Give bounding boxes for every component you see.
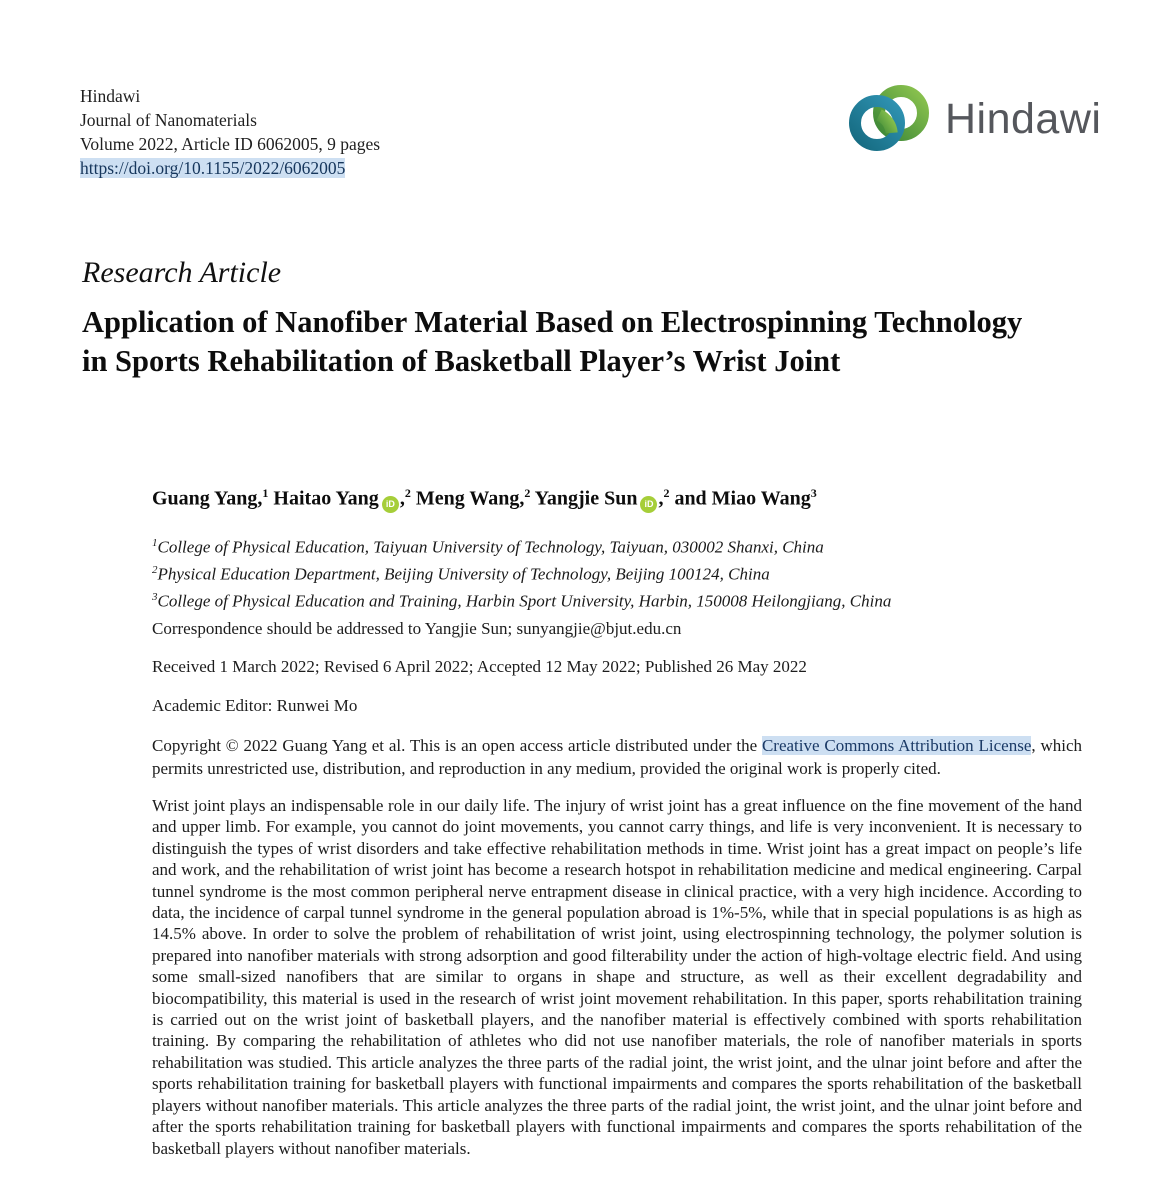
author-name: Haitao Yang bbox=[273, 487, 379, 510]
publisher-name: Hindawi bbox=[80, 86, 141, 106]
author-name: Guang Yang, bbox=[152, 487, 263, 510]
affiliation-text: College of Physical Education and Training, Harbin Sport University, Harbin, 150008 Heilongjiang, China bbox=[157, 591, 892, 611]
author-separator: , bbox=[399, 487, 405, 510]
history-line: Received 1 March 2022; Revised 6 April 2022; Accepted 12 May 2022; Published 26 May 2022 bbox=[152, 657, 807, 676]
affiliation-line bbox=[152, 559, 891, 586]
correspondence-email-link[interactable]: sunyangjie@bjut.edu.cn bbox=[516, 619, 682, 638]
author-affil-ref: 2 bbox=[663, 486, 670, 500]
volume-line: Volume 2022, Article ID 6062005, 9 pages bbox=[80, 134, 381, 154]
logo-wordmark: Hindawi bbox=[945, 94, 1102, 143]
author-affil-ref: 1 bbox=[262, 486, 269, 500]
author-affil-ref: 3 bbox=[810, 486, 817, 500]
doi-link[interactable]: https://doi.org/10.1155/2022/6062005 bbox=[80, 158, 346, 178]
publisher-logo bbox=[845, 80, 1101, 158]
author-affil-ref: 2 bbox=[404, 486, 411, 500]
affiliation-number: 1 bbox=[152, 537, 158, 549]
authors-line bbox=[152, 486, 817, 513]
author-affil-ref: 2 bbox=[524, 486, 531, 500]
copyright-paragraph bbox=[152, 734, 1082, 780]
orcid-icon[interactable]: iD bbox=[382, 496, 399, 513]
author-name: and Miao Wang bbox=[674, 487, 811, 510]
affiliation-line bbox=[152, 586, 891, 613]
correspondence-text: Correspondence should be addressed to Yangjie Sun; bbox=[152, 619, 517, 638]
affiliation-number: 2 bbox=[152, 564, 158, 577]
affiliations bbox=[152, 532, 891, 613]
abstract-paragraph: Wrist joint plays an indispensable role in our daily life. The injury of wrist joint has a great influence on the fine movement of the hand and upper limb. For example, you cannot do joint movements, you cannot carry things, and life is very inconvenient. It is necessary to distinguish the types of wrist disorders and take effective rehabilitation methods in time. Wrist joint has a great impact on people’s life and work, and the rehabilitation of wrist joint has become a research hotspot in rehabilitation medicine and medical engineering. Carpal tunnel syndrome is the most common peripheral nerve entrapment disease in clinical practice, with a very high incidence. According to data, the incidence of carpal tunnel syndrome in the general population abroad is 1%-5%, while that in special populations is as high as 14.5% above. In order to solve the problem of rehabilitation of wrist joint, using electrospinning technology, the polymer solution is prepared into nanofiber materials with strong adsorption and good filterability under the action of high-voltage electric field. And using some small-sized nanofibers that are similar to organs in shape and structure, as well as their excellent degradability and biocompatibility, this material is used in the research of wrist joint movement rehabilitation. In this paper, sports rehabilitation training is carried out on the wrist joint of basketball players, and the nanofiber material is effectively combined with sports rehabilitation training. By comparing the rehabilitation of athletes who did not use nanofiber materials, the role of nanofiber materials in sports rehabilitation was studied. This article analyzes the three parts of the radial joint, the wrist joint, and the ulnar joint before and after the sports rehabilitation training for basketball players with functional impairments and compares the sports rehabilitation of the basketball players without nanofiber materials. This article analyzes the three parts of the radial joint, the wrist joint, and the ulnar joint before and after the sports rehabilitation training for basketball players with functional impairments and compares the sports rehabilitation of the basketball players without nanofiber materials. bbox=[152, 796, 1082, 1158]
publisher-info bbox=[80, 84, 380, 180]
author-name: Meng Wang, bbox=[415, 487, 525, 510]
cc-license-link[interactable]: Creative Commons Attribution License bbox=[761, 736, 1032, 755]
article-type-label: Research Article bbox=[82, 256, 282, 289]
affiliation-number: 3 bbox=[152, 591, 158, 604]
academic-editor-line: Academic Editor: Runwei Mo bbox=[152, 696, 358, 715]
author-separator: , bbox=[658, 487, 664, 510]
affiliation-text: Physical Education Department, Beijing University of Technology, Beijing 100124, China bbox=[157, 564, 770, 584]
hindawi-rings-icon bbox=[845, 80, 933, 158]
correspondence-line bbox=[152, 619, 681, 639]
orcid-icon[interactable]: iD bbox=[640, 496, 657, 513]
article-title: Application of Nanofiber Material Based on Electrospinning Technology in Sports Rehabilitation of Basketball Player’s Wrist Joint bbox=[82, 305, 1023, 378]
author-name: Yangjie Sun bbox=[534, 487, 638, 510]
copyright-text: , which permits unrestricted use, distribution, and reproduction in any medium, provided the original work is properly cited. bbox=[152, 736, 1082, 778]
journal-name: Journal of Nanomaterials bbox=[80, 110, 257, 130]
affiliation-text: College of Physical Education, Taiyuan University of Technology, Taiyuan, 030002 Shanxi, China bbox=[157, 537, 824, 557]
affiliation-line bbox=[152, 532, 891, 559]
copyright-text: Copyright © 2022 Guang Yang et al. This is an open access article distributed under the bbox=[152, 736, 762, 755]
